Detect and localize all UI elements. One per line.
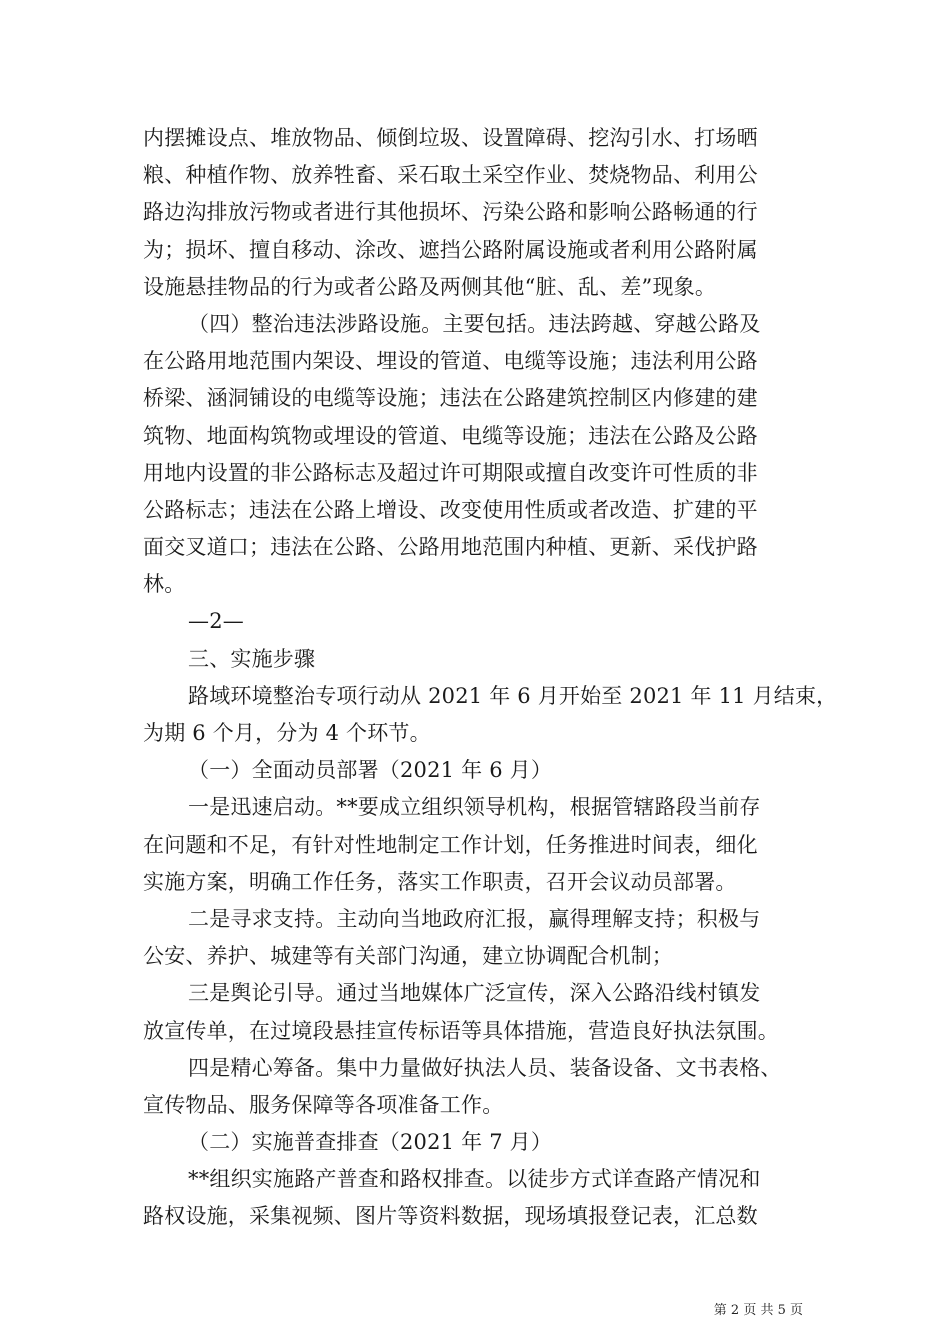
body-line: 放宣传单，在过境段悬挂宣传标语等具体措施，营造良好执法氛围。: [143, 1018, 779, 1043]
section-heading: 三、实施步骤: [188, 646, 316, 671]
body-line: 在问题和不足，有针对性地制定工作计划，任务推进时间表，细化: [143, 832, 758, 857]
body-line: 筑物、地面构筑物或埋设的管道、电缆等设施；违法在公路及公路: [143, 423, 758, 448]
body-line: 实施方案，明确工作任务，落实工作职责，召开会议动员部署。: [143, 869, 737, 894]
body-line: 宣传物品、服务保障等各项准备工作。: [143, 1092, 504, 1117]
body-line: 为期 6 个月，分为 4 个环节。: [143, 721, 431, 745]
body-line: 路域环境整治专项行动从 2021 年 6 月开始至 2021 年 11 月结束，: [188, 683, 838, 708]
body-line: 公安、养护、城建等有关部门沟通，建立协调配合机制；: [143, 944, 673, 969]
body-line: **组织实施路产普查和路权排查。以徒步方式详查路产情况和: [188, 1167, 761, 1192]
body-line: 二是寻求支持。主动向当地政府汇报，赢得理解支持；积极与: [188, 906, 761, 931]
body-line: 用地内设置的非公路标志及超过许可期限或擅自改变许可性质的非: [143, 460, 758, 485]
page-marker: —2—: [188, 609, 244, 634]
body-line: 路权设施，采集视频、图片等资料数据，现场填报登记表，汇总数: [143, 1204, 758, 1229]
body-line: 设施悬挂物品的行为或者公路及两侧其他“脏、乱、差”现象。: [143, 274, 717, 299]
body-line: 公路标志；违法在公路上增设、改变使用性质或者改造、扩建的平: [143, 497, 758, 522]
document-body: [143, 120, 838, 1236]
body-line: 林。: [143, 572, 186, 597]
section-four-heading-line: （四）整治违法涉路设施。主要包括。违法跨越、穿越公路及: [188, 311, 761, 336]
body-line: 桥梁、涵洞铺设的电缆等设施；违法在公路建筑控制区内修建的建: [143, 386, 758, 411]
body-line: 三是舆论引导。通过当地媒体广泛宣传，深入公路沿线村镇发: [188, 981, 761, 1006]
body-line: 面交叉道口；违法在公路、公路用地范围内种植、更新、采伐护路: [143, 535, 758, 560]
body-line: 四是精心筹备。集中力量做好执法人员、装备设备、文书表格、: [188, 1055, 782, 1080]
body-line: 内摆摊设点、堆放物品、倾倒垃圾、设置障碍、挖沟引水、打场晒: [143, 126, 758, 150]
body-line: 路边沟排放污物或者进行其他损坏、污染公路和影响公路畅通的行: [143, 200, 758, 225]
page-footer: 第 2 页 共 5 页: [713, 1303, 803, 1318]
body-line: 粮、种植作物、放养牲畜、采石取土采空作业、焚烧物品、利用公: [143, 163, 758, 188]
body-line: 为；损坏、擅自移动、涂改、遮挡公路附属设施或者利用公路附属: [143, 237, 758, 262]
subsection-heading: （一）全面动员部署（2021 年 6 月）: [188, 758, 553, 783]
body-line: 在公路用地范围内架设、埋设的管道、电缆等设施；违法利用公路: [143, 349, 758, 374]
subsection-heading: （二）实施普查排查（2021 年 7 月）: [188, 1130, 553, 1155]
body-line: 一是迅速启动。**要成立组织领导机构，根据管辖路段当前存: [188, 795, 761, 820]
